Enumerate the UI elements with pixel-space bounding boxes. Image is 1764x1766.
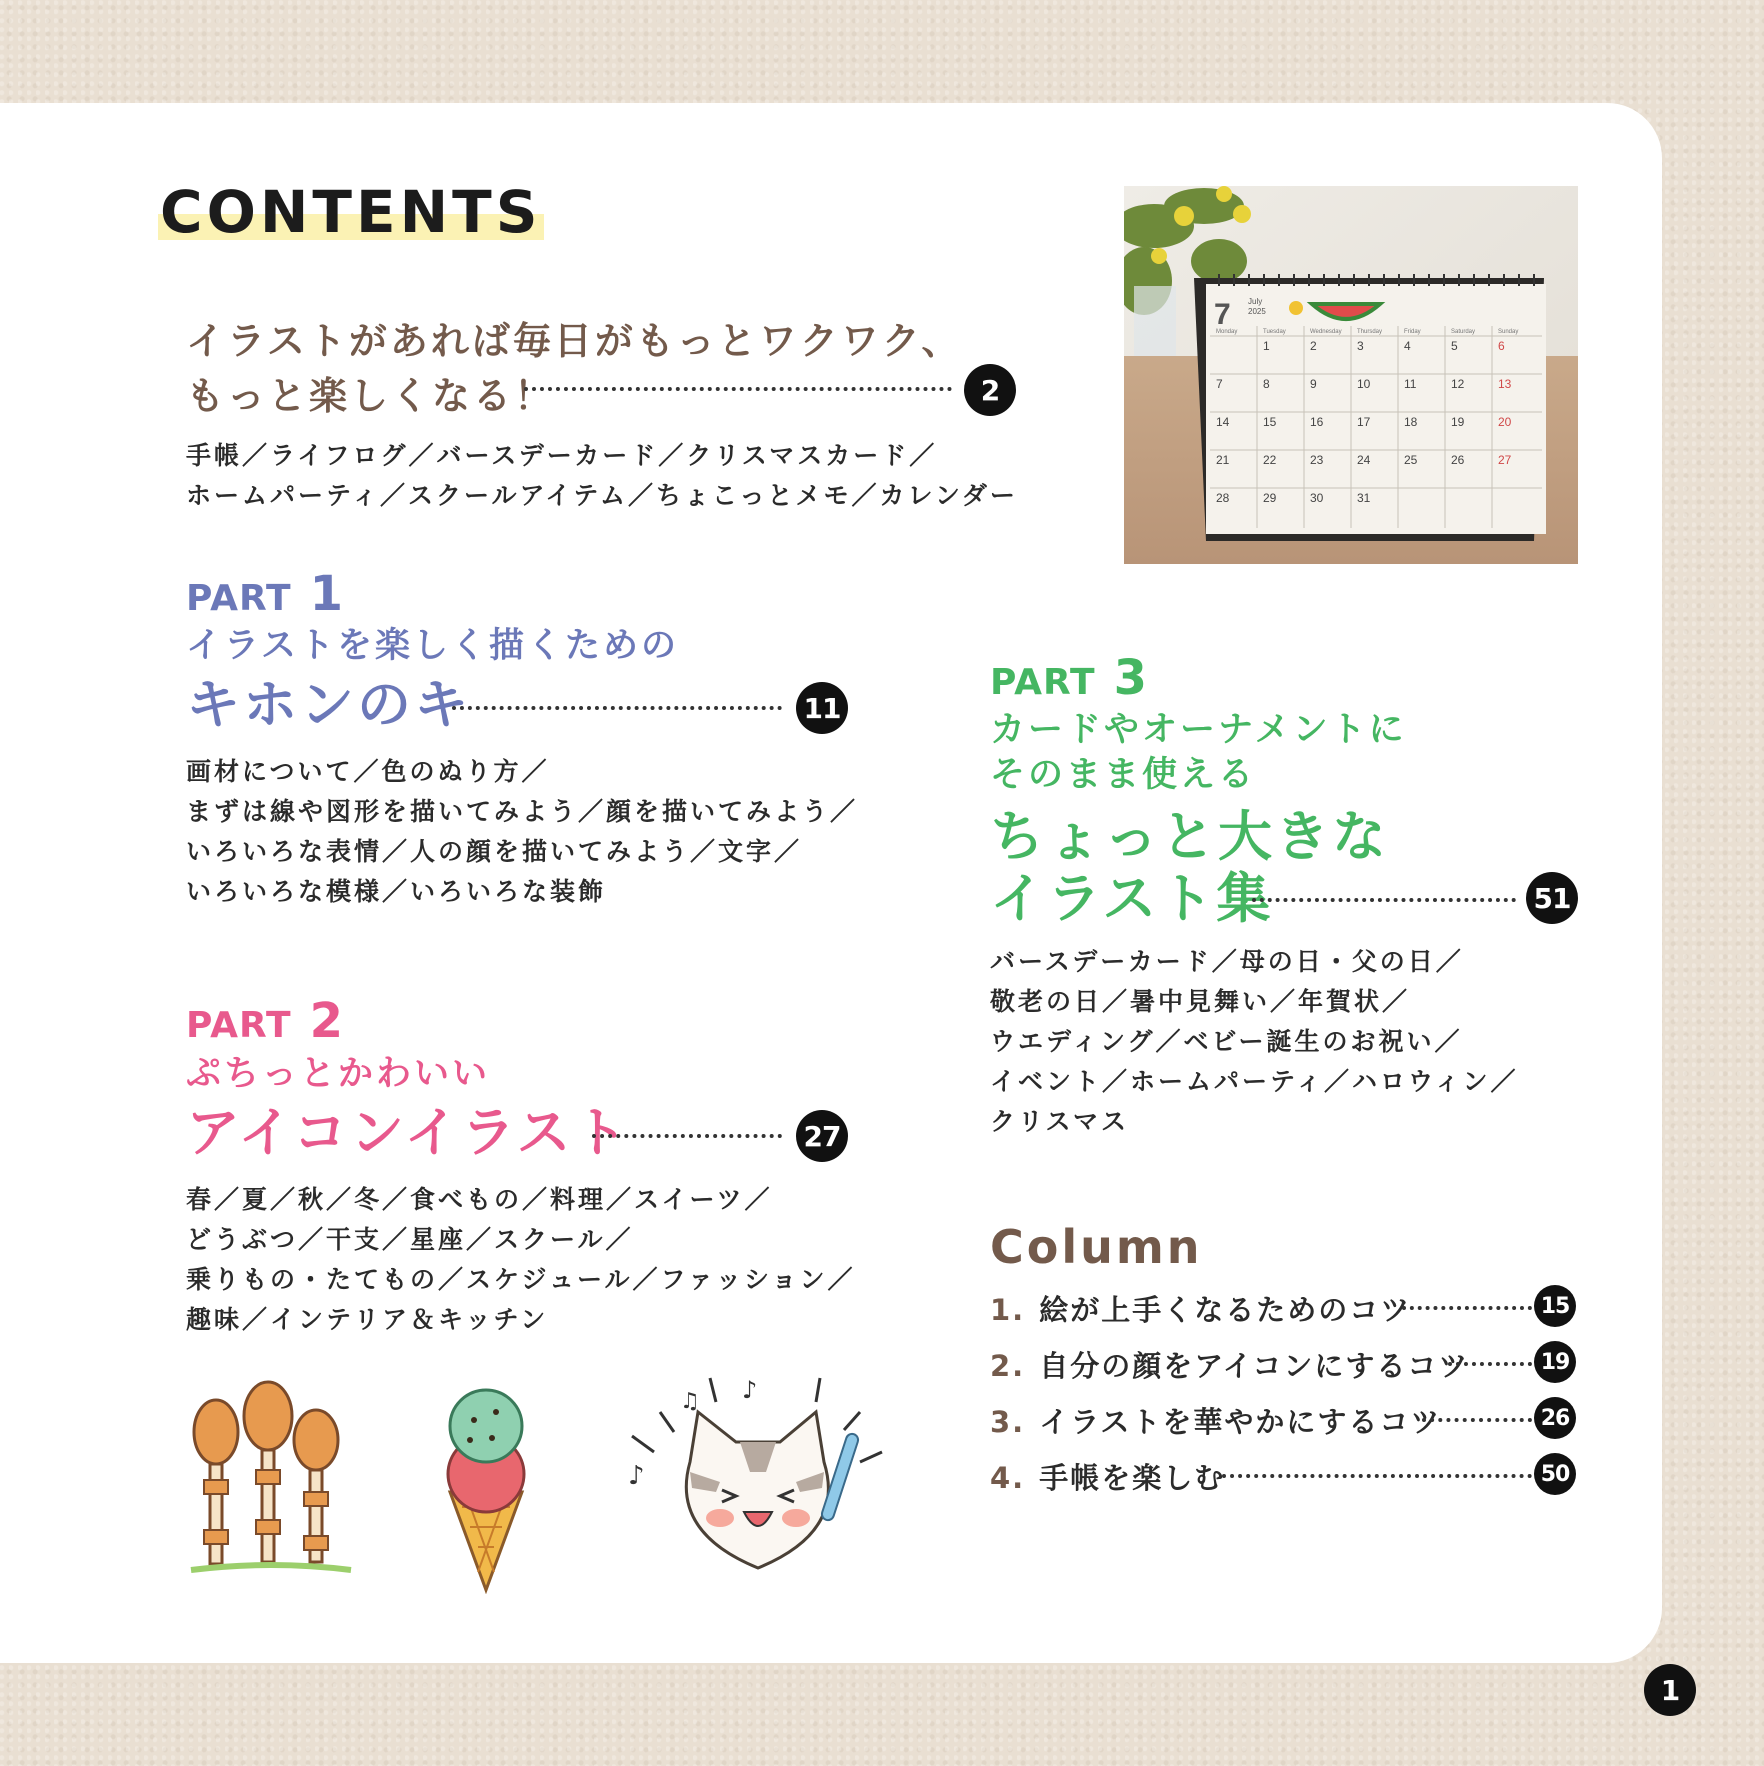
topic-line: 手帳／ライフログ／バースデーカード／クリスマスカード／: [186, 441, 938, 470]
calendar-weekday: Sunday: [1498, 329, 1519, 335]
page-number-badge[interactable]: 19: [1534, 1341, 1576, 1383]
calendar-year: 2025: [1248, 307, 1266, 316]
calendar-day: 27: [1498, 453, 1512, 467]
part1-title: キホンのキ: [186, 673, 471, 736]
title-line: ちょっと大きな: [990, 805, 1389, 868]
page-number-badge[interactable]: 51: [1526, 872, 1578, 924]
calendar-photo: [1124, 186, 1578, 564]
column-item-text: イラストを華やかにするコツ: [1039, 1405, 1442, 1439]
topic-line: ホームパーティ／スクールアイテム／ちょこっとメモ／カレンダー: [186, 481, 1018, 510]
calendar-day: 11: [1404, 377, 1417, 391]
page-number-badge[interactable]: 2: [964, 364, 1016, 416]
calendar-weekday: Thursday: [1357, 329, 1383, 335]
calendar-day: 7: [1216, 377, 1223, 391]
intro-line-1: イラストがあれば毎日がもっとワクワク、: [186, 319, 963, 363]
calendar-day: 14: [1216, 415, 1230, 429]
column-title: Column: [990, 1220, 1203, 1274]
topic-line: いろいろな模様／いろいろな装飾: [186, 877, 607, 906]
calendar-day: 19: [1451, 415, 1465, 429]
page-number-badge[interactable]: 11: [796, 682, 848, 734]
calendar-weekday: Monday: [1216, 329, 1238, 335]
dot-leader: [524, 387, 952, 391]
part-word: PART: [186, 578, 292, 619]
topic-line: 敬老の日／暑中見舞い／年賀状／: [990, 987, 1411, 1016]
calendar-day: 15: [1263, 415, 1277, 429]
subtitle-line: そのまま使える: [990, 755, 1257, 795]
calendar-day: 24: [1357, 453, 1371, 467]
column-item-3[interactable]: [990, 1400, 1441, 1441]
intro-topics: [186, 436, 1018, 516]
calendar-day: 22: [1263, 453, 1277, 467]
calendar-day: 26: [1451, 453, 1465, 467]
part1-subtitle: イラストを楽しく描くための: [186, 626, 679, 666]
part-number: 1: [309, 566, 345, 622]
music-note-icon: ♪: [628, 1461, 645, 1491]
part3-subtitle: [990, 708, 1407, 798]
ice-cream-illustration: [436, 1382, 536, 1594]
calendar-day: 13: [1498, 377, 1512, 391]
column-item-2[interactable]: [990, 1344, 1469, 1385]
dot-leader: [592, 1134, 782, 1138]
part1-label: [186, 566, 344, 622]
topic-line: まずは線や図形を描いてみよう／顔を描いてみよう／: [186, 797, 859, 826]
page-number-badge[interactable]: 26: [1534, 1397, 1576, 1439]
calendar-day: 23: [1310, 453, 1324, 467]
calendar-day: 31: [1357, 491, 1371, 505]
calendar-weekday: Tuesday: [1263, 329, 1286, 335]
calendar-day: 3: [1357, 339, 1364, 353]
corn-dogs-illustration: [186, 1380, 356, 1590]
topic-line: いろいろな表情／人の顔を描いてみよう／文字／: [186, 837, 803, 866]
topic-line: ウエディング／ベビー誕生のお祝い／: [990, 1027, 1463, 1056]
part-word: PART: [990, 662, 1096, 703]
calendar-day: 28: [1216, 491, 1230, 505]
topic-line: クリスマス: [990, 1107, 1130, 1136]
topic-line: 春／夏／秋／冬／食べもの／料理／スイーツ／: [186, 1185, 773, 1214]
column-item-1[interactable]: [990, 1288, 1411, 1329]
calendar-month: 7: [1214, 298, 1231, 331]
part2-topics: [186, 1180, 856, 1340]
calendar-day: 17: [1357, 415, 1371, 429]
calendar-day: 20: [1498, 415, 1512, 429]
topic-line: 乗りもの・たてもの／スケジュール／ファッション／: [186, 1265, 856, 1294]
calendar-day: 16: [1310, 415, 1324, 429]
calendar-day: 4: [1404, 339, 1411, 353]
calendar-day: 25: [1404, 453, 1418, 467]
part2-subtitle: ぷちっとかわいい: [186, 1054, 491, 1094]
column-item-number: 3.: [990, 1405, 1026, 1439]
part1-topics: [186, 752, 858, 912]
calendar-day: 5: [1451, 339, 1458, 353]
calendar-day: 21: [1216, 453, 1230, 467]
column-item-text: 手帳を楽しむ: [1039, 1461, 1226, 1495]
topic-line: 趣味／インテリア＆キッチン: [186, 1305, 549, 1334]
column-item-text: 自分の顔をアイコンにするコツ: [1039, 1349, 1470, 1383]
topic-line: どうぶつ／干支／星座／スクール／: [186, 1225, 634, 1254]
dot-leader: [1448, 1362, 1532, 1366]
calendar-day: 10: [1357, 377, 1371, 391]
column-item-number: 1.: [990, 1293, 1026, 1327]
part-number: 2: [309, 993, 345, 1049]
page-title: CONTENTS: [160, 178, 542, 246]
part3-topics: [990, 942, 1519, 1142]
part3-title: [990, 806, 1389, 930]
title-line: イラスト集: [990, 867, 1274, 930]
topic-line: イベント／ホームパーティ／ハロウィン／: [990, 1067, 1519, 1096]
dot-leader: [452, 706, 782, 710]
page-number-badge[interactable]: 15: [1534, 1285, 1576, 1327]
column-item-number: 2.: [990, 1349, 1026, 1383]
column-item-number: 4.: [990, 1461, 1026, 1495]
part2-label: [186, 993, 344, 1049]
calendar-weekday: Wednesday: [1310, 329, 1342, 335]
music-note-icon: ♪: [742, 1376, 758, 1404]
calendar-day: 30: [1310, 491, 1324, 505]
calendar-day: 18: [1404, 415, 1418, 429]
part-number: 3: [1113, 650, 1149, 706]
calendar-day: 1: [1263, 339, 1270, 353]
calendar-day: 8: [1263, 377, 1270, 391]
column-item-4[interactable]: [990, 1456, 1225, 1497]
music-note-icon: ♫: [680, 1389, 700, 1414]
page-number-badge[interactable]: 50: [1534, 1453, 1576, 1495]
dot-leader: [1252, 898, 1516, 902]
calendar-month-name: July: [1248, 297, 1263, 306]
part3-label: [990, 650, 1148, 706]
column-item-text: 絵が上手くなるためのコツ: [1039, 1293, 1412, 1327]
dot-leader: [1402, 1306, 1532, 1310]
dot-leader: [1422, 1418, 1532, 1422]
topic-line: 画材について／色のぬり方／: [186, 757, 550, 786]
cat-illustration: [620, 1372, 896, 1590]
part2-title: アイコンイラスト: [186, 1101, 631, 1164]
calendar-day: 12: [1451, 377, 1465, 391]
intro-line-2: もっと楽しくなる！: [186, 374, 556, 418]
subtitle-line: カードやオーナメントに: [990, 710, 1407, 750]
calendar-day: 2: [1310, 339, 1317, 353]
calendar-day: 9: [1310, 377, 1317, 391]
calendar-weekday: Saturday: [1451, 329, 1476, 335]
calendar-day: 29: [1263, 491, 1277, 505]
page-number: 1: [1644, 1664, 1696, 1716]
dot-leader: [1222, 1474, 1532, 1478]
calendar-day: 6: [1498, 339, 1505, 353]
topic-line: バースデーカード／母の日・父の日／: [990, 947, 1464, 976]
page-number-badge[interactable]: 27: [796, 1110, 848, 1162]
calendar-weekday: Friday: [1404, 329, 1421, 335]
part-word: PART: [186, 1005, 292, 1046]
